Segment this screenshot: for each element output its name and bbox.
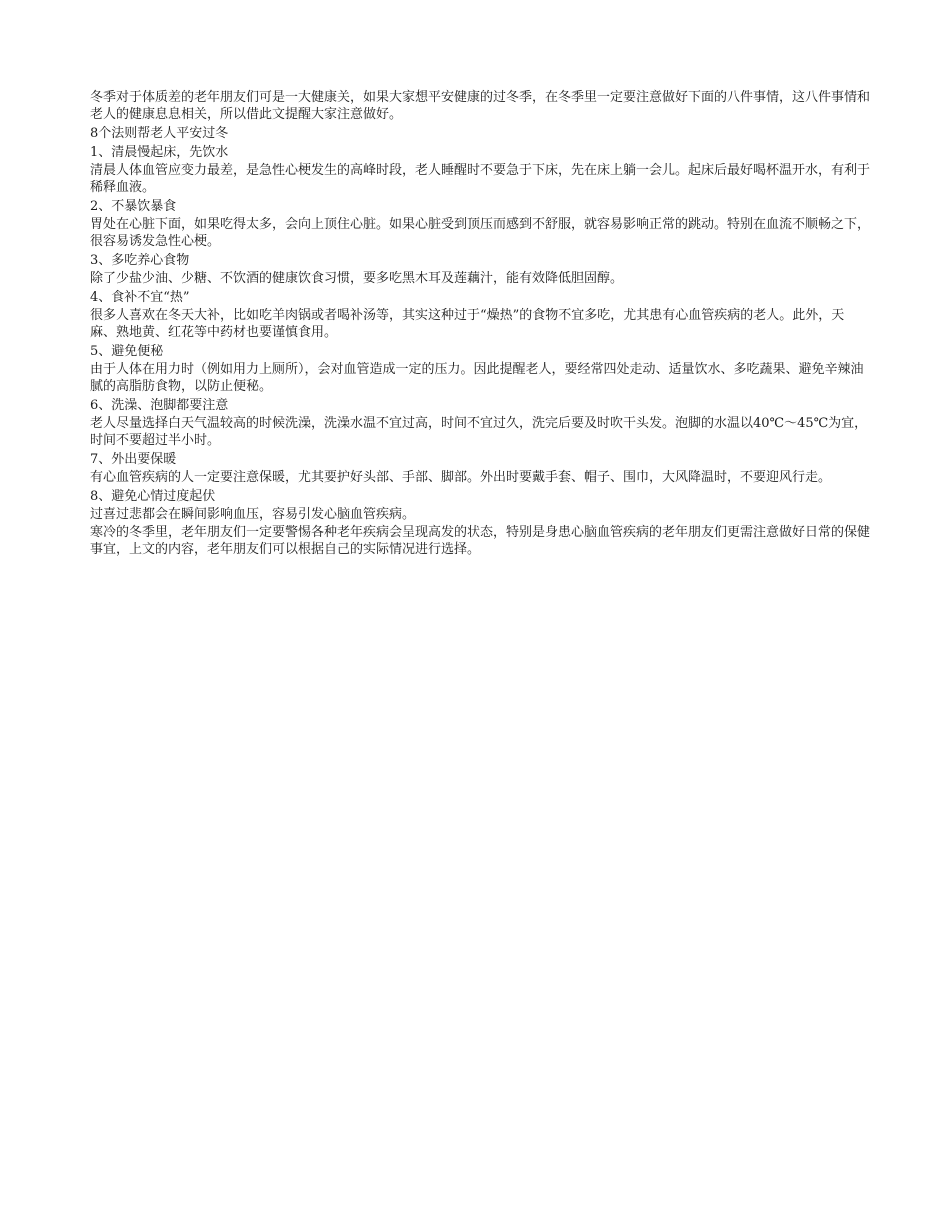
- section-body-5: 由于人体在用力时（例如用力上厕所），会对血管造成一定的压力。因此提醒老人，要经常四处走动、适量饮水、多吃蔬果、避免辛辣油腻的高脂肪食物，以防止便秘。: [90, 362, 864, 394]
- section-body-1: 清晨人体血管应变力最差，是急性心梗发生的高峰时段，老人睡醒时不要急于下床，先在床上躺一会儿。起床后最好喝杯温开水，有利于稀释血液。: [90, 163, 871, 195]
- section-heading-8: 8、避免心情过度起伏: [90, 489, 216, 504]
- section-heading-2: 2、不暴饮暴食: [90, 199, 177, 214]
- section-heading-4: 4、食补不宜“热”: [90, 290, 190, 305]
- conclusion-paragraph: 寒冷的冬季里，老年朋友们一定要警惕各种老年疾病会呈现高发的状态，特别是身患心脑血管疾病的老年朋友们更需注意做好日常的保健事宜，上文的内容，老年朋友们可以根据自己的实际情况进行选择。: [90, 525, 871, 557]
- section-body-8: 过喜过悲都会在瞬间影响血压，容易引发心脑血管疾病。: [90, 507, 416, 522]
- section-heading-1: 1、清晨慢起床，先饮水: [90, 145, 229, 160]
- document-title: 8个法则帮老人平安过冬: [90, 126, 229, 141]
- intro-paragraph: 冬季对于体质差的老年朋友们可是一大健康关，如果大家想平安健康的过冬季，在冬季里一定要注意做好下面的八件事情，这八件事情和老人的健康息息相关，所以借此文提醒大家注意做好。: [90, 90, 871, 122]
- section-body-7: 有心血管疾病的人一定要注意保暖，尤其要护好头部、手部、脚部。外出时要戴手套、帽子、围巾，大风降温时，不要迎风行走。: [90, 470, 832, 485]
- document-body: [90, 89, 870, 559]
- section-body-6: 老人尽量选择白天气温较高的时候洗澡，洗澡水温不宜过高，时间不宜过久，洗完后要及时吹干头发。泡脚的水温以40℃～45℃为宜，时间不要超过半小时。: [90, 416, 868, 448]
- section-heading-3: 3、多吃养心食物: [90, 253, 190, 268]
- section-body-4: 很多人喜欢在冬天大补，比如吃羊肉锅或者喝补汤等，其实这种过于“燥热”的食物不宜多吃，尤其患有心血管疾病的老人。此外，天麻、熟地黄、红花等中药材也要谨慎食用。: [90, 308, 845, 340]
- section-body-3: 除了少盐少油、少糖、不饮酒的健康饮食习惯，要多吃黑木耳及莲藕汁，能有效降低胆固醇。: [90, 271, 624, 286]
- section-heading-6: 6、洗澡、泡脚都要注意: [90, 398, 229, 413]
- section-body-2: 胃处在心脏下面，如果吃得太多，会向上顶住心脏。如果心脏受到顶压而感到不舒服，就容易影响正常的跳动。特别在血流不顺畅之下，很容易诱发急性心梗。: [90, 217, 871, 249]
- section-heading-7: 7、外出要保暖: [90, 452, 177, 467]
- section-heading-5: 5、避免便秘: [90, 344, 164, 359]
